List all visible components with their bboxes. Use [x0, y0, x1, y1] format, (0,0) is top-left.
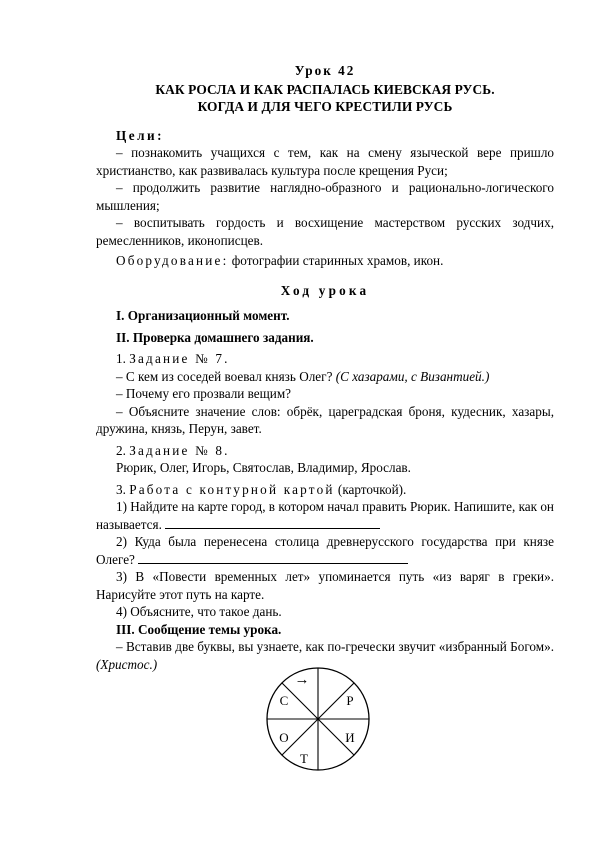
- task3-question1-text: 1) Найдите на карте город, в котором начал править Рюрик. Напишите, как он называется.: [96, 499, 554, 532]
- task3-question1: [96, 498, 554, 533]
- task3-number: 3.: [116, 481, 126, 497]
- lesson-title-line2: КОГДА И ДЛЯ ЧЕГО КРЕСТИЛИ РУСЬ: [197, 99, 453, 114]
- task2-label: Задание № 8.: [129, 442, 230, 458]
- lesson-title-line1: КАК РОСЛА И КАК РАСПАЛАСЬ КИЕВСКАЯ РУСЬ.: [155, 81, 495, 97]
- topic-answer: (Христос.): [96, 656, 158, 672]
- lesson-number: Урок 42: [294, 63, 356, 78]
- letter-wheel-diagram: [264, 665, 372, 773]
- goal-item-1: – познакомить учащихся с тем, как на смену языческой вере пришло христианство, как развивалась культура после крещения Руси;: [96, 145, 554, 178]
- task2-number: 2.: [116, 442, 126, 458]
- wheel-letter-o: О: [279, 730, 289, 745]
- wheel-letter-r: Р: [346, 693, 354, 708]
- task3-heading: [96, 481, 554, 499]
- lesson-content: [96, 62, 554, 673]
- task2-text: Рюрик, Олег, Игорь, Святослав, Владимир, Ярослав.: [116, 460, 411, 475]
- task3-label: Работа с контурной картой: [129, 481, 335, 497]
- course-heading: Ход урока: [280, 282, 370, 298]
- task2-heading: [96, 442, 554, 460]
- task3-label-suffix: (карточкой).: [334, 481, 407, 497]
- topic-text-body: – Вставив две буквы, вы узнаете, как по-гречески звучит «избранный Богом».: [116, 639, 554, 654]
- task3-question4: 4) Объясните, что такое дань.: [116, 604, 282, 619]
- goals-heading: Цели:: [116, 127, 164, 143]
- task1-question1-text: – С кем из соседей воевал князь Олег?: [116, 368, 336, 384]
- task3-question2-text: 2) Куда была перенесена столица древнерусского государства при князе Олеге?: [96, 534, 554, 567]
- section-topic: III. Сообщение темы урока.: [116, 621, 282, 637]
- answer-blank-1[interactable]: [165, 516, 380, 529]
- task1-heading: [96, 350, 554, 368]
- section-organizational: I. Организационный момент.: [116, 308, 290, 323]
- wheel-letter-t: Т: [300, 751, 308, 766]
- task1-answer1: (С хазарами, с Византией.): [335, 368, 490, 384]
- goal-item-2: – продолжить развитие наглядно-образного и рационально-логического мышления;: [96, 180, 554, 213]
- task1-question1: [96, 368, 554, 386]
- answer-blank-2[interactable]: [138, 551, 408, 564]
- arrow-icon: →: [294, 672, 310, 688]
- task1-number: 1.: [116, 351, 126, 366]
- task3-question3: 3) В «Повести временных лет» упоминается путь «из варяг в греки». Нарисуйте этот путь на карте.: [96, 569, 554, 602]
- task1-label: Задание № 7.: [129, 351, 230, 366]
- task1-question2: – Почему его прозвали вещим?: [116, 386, 292, 401]
- equipment-label: Оборудование:: [116, 253, 229, 268]
- wheel-letter-s: С: [279, 693, 289, 708]
- section-homework-check: II. Проверка домашнего задания.: [116, 329, 314, 345]
- equipment-text: фотографии старинных храмов, икон.: [228, 253, 444, 268]
- wheel-letter-i: И: [345, 730, 355, 745]
- equipment-line: [96, 252, 554, 270]
- goal-item-3: – воспитывать гордость и восхищение мастерством русских зодчих, ремесленников, иконописцев.: [96, 215, 554, 248]
- task1-question3: – Объясните значение слов: обрёк, цареградская броня, кудесник, хазары, дружина, князь, Перун, завет.: [96, 403, 554, 436]
- task3-question2: [96, 533, 554, 568]
